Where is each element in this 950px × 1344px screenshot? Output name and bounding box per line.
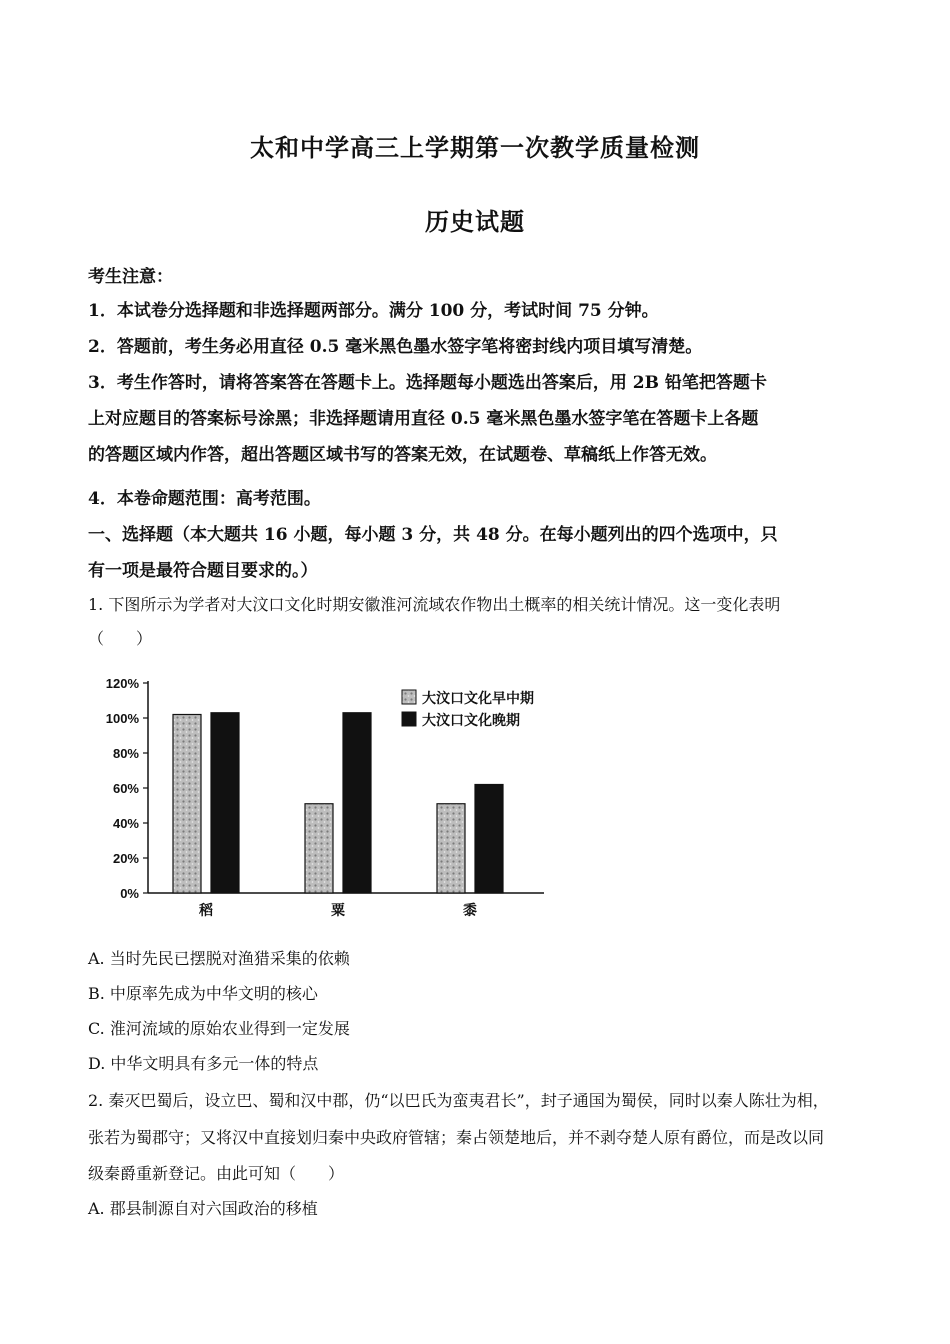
bar-early-middle (437, 804, 465, 893)
x-category-label: 黍 (463, 903, 477, 919)
y-tick-label: 0% (120, 886, 139, 901)
notice-line: 4．本卷命题范围：高考范围。 (88, 489, 321, 509)
notice-line: 1．本试卷分选择题和非选择题两部分。满分 100 分，考试时间 75 分钟。 (88, 301, 659, 321)
exam-title: 太和中学高三上学期第一次教学质量检测 (250, 133, 700, 162)
legend-label: 大汶口文化早中期 (422, 691, 534, 707)
question-1-stem: 1. 下图所示为学者对大汶口文化时期安徽淮河流域农作物出土概率的相关统计情况。这一变化表明 (88, 595, 781, 614)
x-category-label: 粟 (331, 903, 345, 919)
y-tick-label: 80% (112, 746, 139, 761)
legend-swatch (402, 712, 416, 726)
y-tick-label: 20% (112, 851, 139, 866)
question-2-option-a[interactable]: A. 郡县制源自对六国政治的移植 (88, 1199, 318, 1218)
question-2-stem: 张若为蜀郡守；又将汉中直接划归秦中央政府管辖；秦占领楚地后，并不剥夺楚人原有爵位，而是改以同 (88, 1128, 825, 1147)
exam-subtitle: 历史试题 (425, 207, 525, 236)
question-1-blank: （ ） (88, 629, 153, 648)
option-c[interactable]: C. 淮河流域的原始农业得到一定发展 (88, 1019, 350, 1038)
option-d[interactable]: D. 中华文明具有多元一体的特点 (88, 1054, 319, 1073)
legend-label: 大汶口文化晚期 (422, 713, 520, 729)
option-a[interactable]: A. 当时先民已摆脱对渔猎采集的依赖 (88, 949, 350, 968)
option-b[interactable]: B. 中原率先成为中华文明的核心 (88, 984, 318, 1003)
section-heading: 有一项是最符合题目要求的。） (88, 561, 318, 581)
bar-late (211, 713, 239, 893)
question-2-stem: 2. 秦灭巴蜀后，设立巴、蜀和汉中郡，仍“以巴氏为蛮夷君长”，封子通国为蜀侯，同时以秦人陈壮为相， (88, 1091, 829, 1110)
x-category-label: 稻 (199, 903, 213, 919)
bar-late (475, 785, 503, 894)
y-tick-label: 100% (105, 711, 139, 726)
notice-line: 2．答题前，考生务必用直径 0.5 毫米黑色墨水签字笔将密封线内项目填写清楚。 (88, 337, 703, 357)
bar-late (343, 713, 371, 893)
bar-chart (92, 668, 562, 928)
y-tick-label: 40% (112, 816, 139, 831)
section-heading: 一、选择题（本大题共 16 小题，每小题 3 分，共 48 分。在每小题列出的四个选项中，只 (88, 525, 778, 545)
legend-swatch (402, 690, 416, 704)
y-tick-label: 120% (105, 676, 139, 691)
y-tick-label: 60% (112, 781, 139, 796)
notice-line: 3．考生作答时，请将答案答在答题卡上。选择题每小题选出答案后，用 2B 铅笔把答题卡 (88, 373, 767, 393)
notice-line: 的答题区域内作答，超出答题区域书写的答案无效，在试题卷、草稿纸上作答无效。 (88, 445, 717, 465)
bar-early-middle (305, 804, 333, 893)
bar-early-middle (173, 715, 201, 894)
notice-heading: 考生注意： (88, 267, 173, 287)
notice-line: 上对应题目的答案标号涂黑；非选择题请用直径 0.5 毫米黑色墨水签字笔在答题卡上各题 (88, 409, 759, 429)
question-2-stem: 级秦爵重新登记。由此可知（ ） (88, 1164, 345, 1183)
